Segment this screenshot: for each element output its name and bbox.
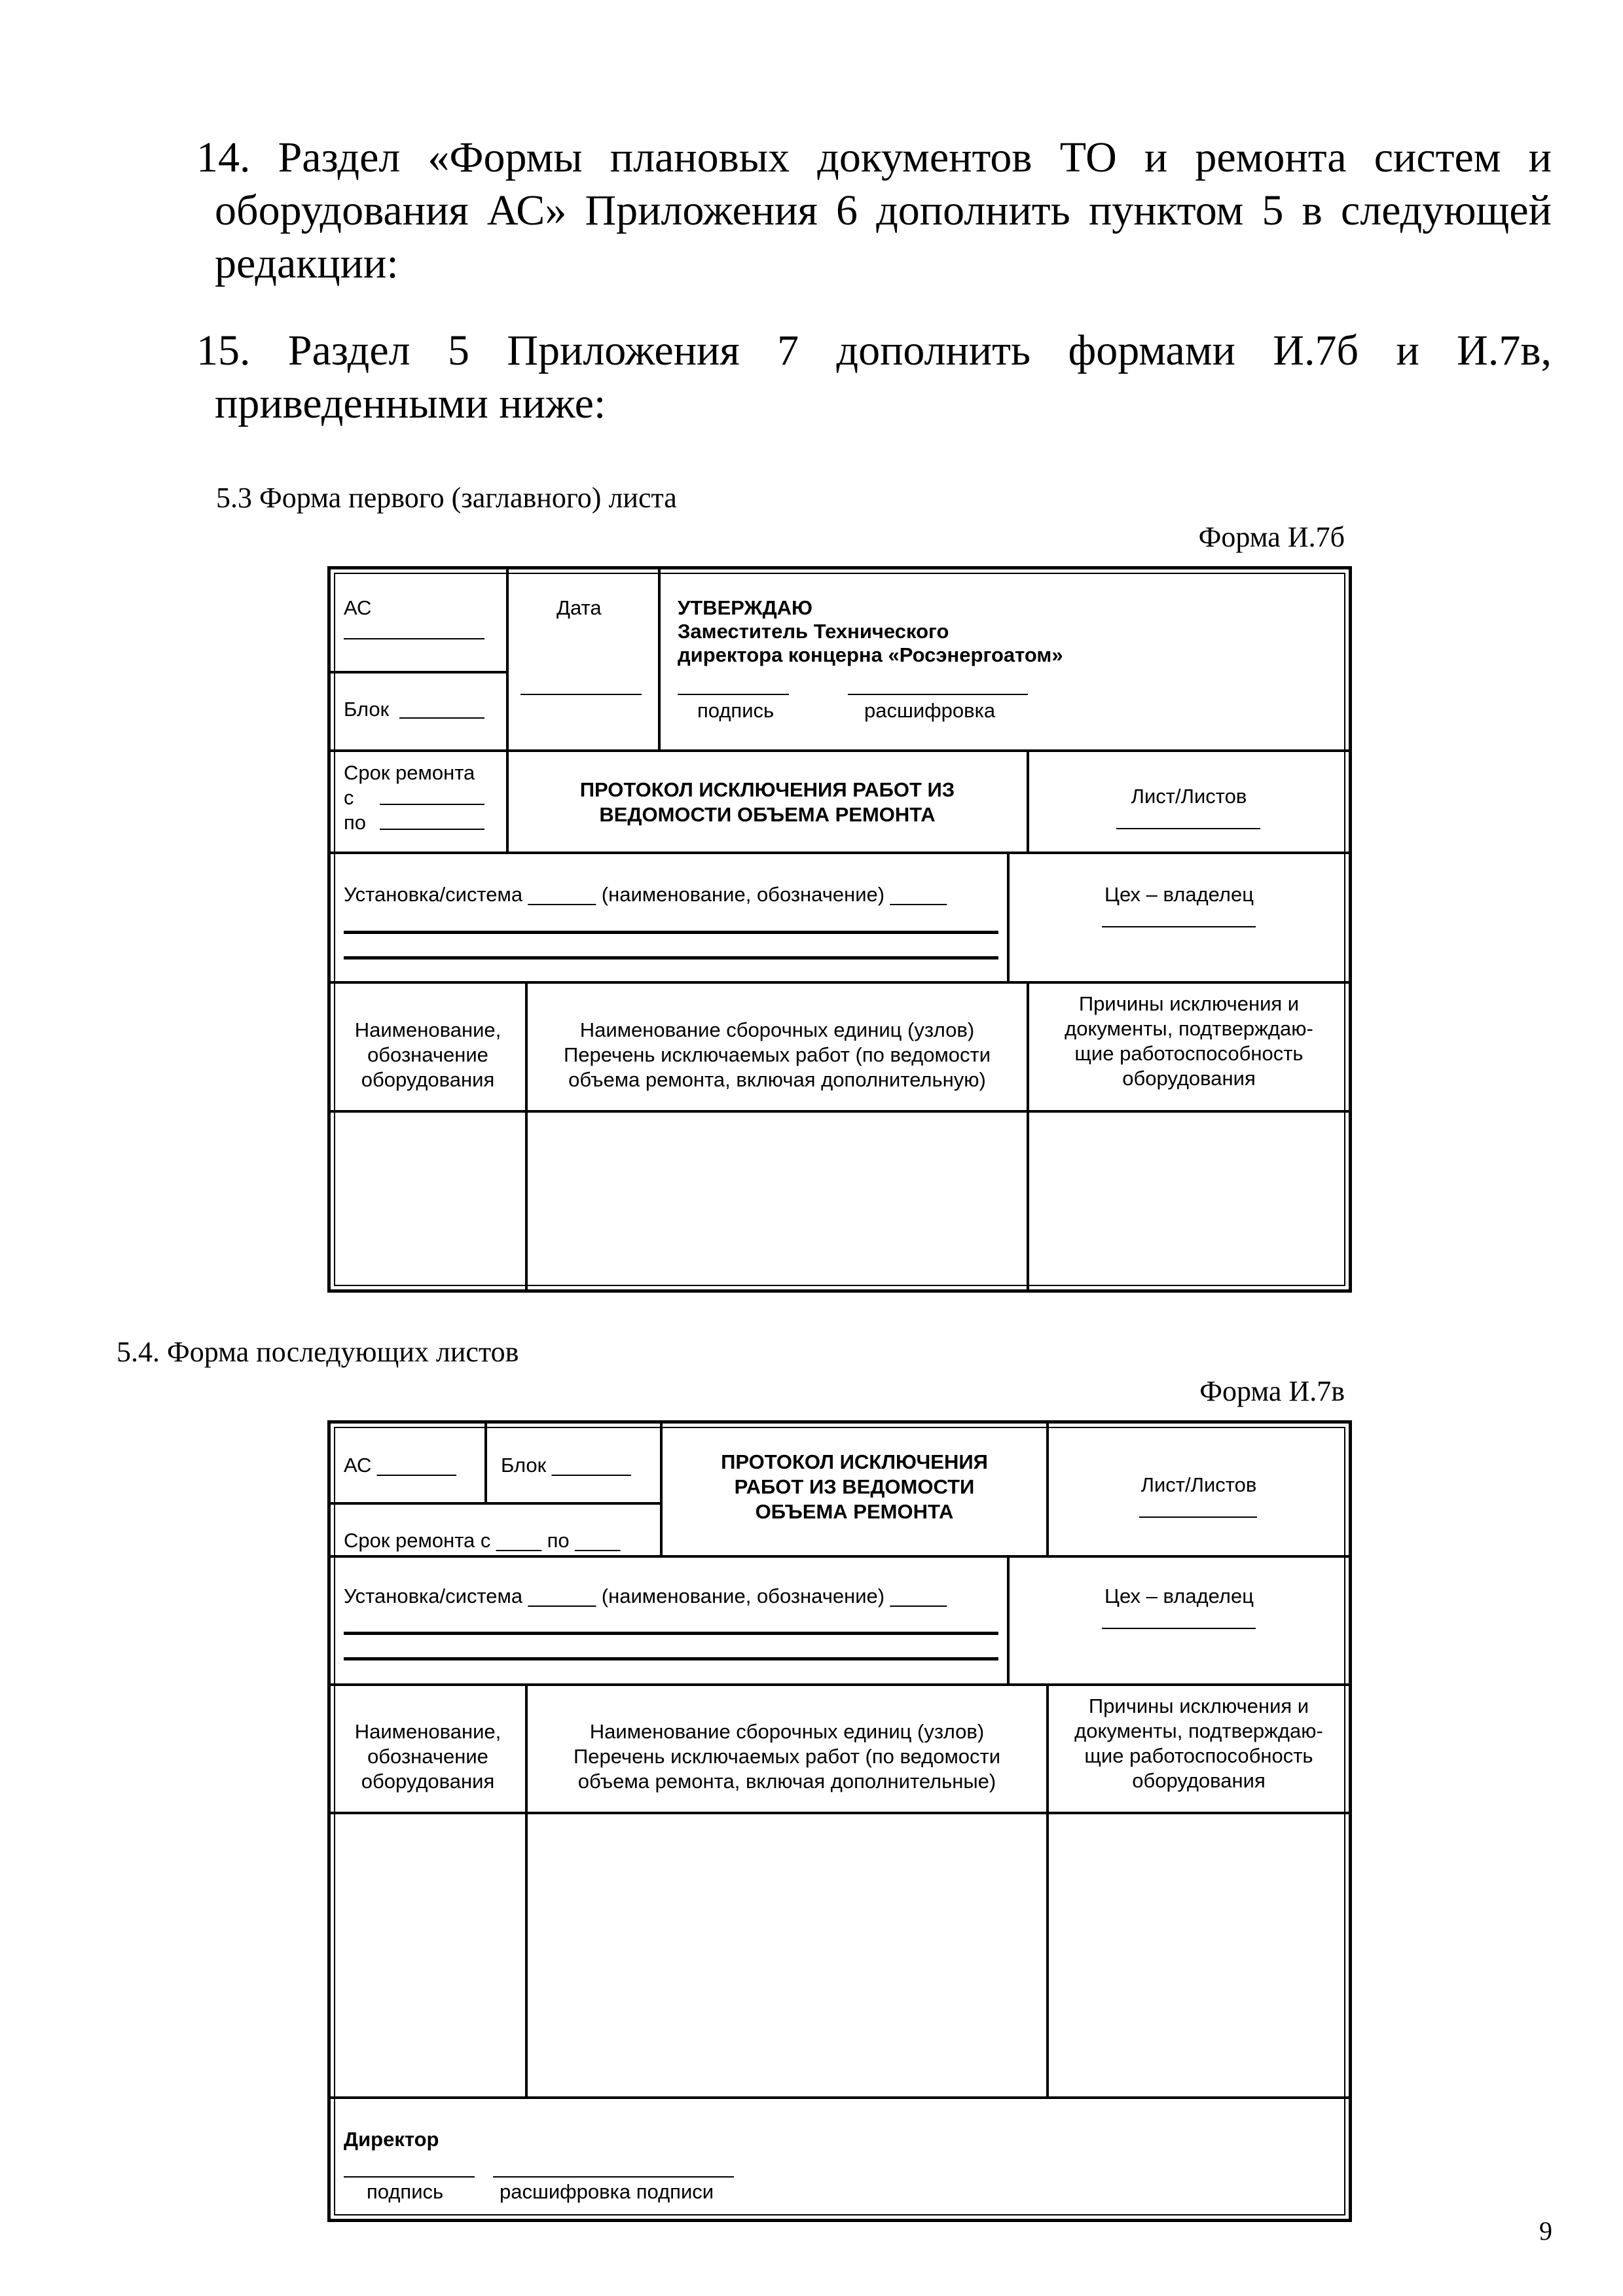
approve-title: УТВЕРЖДАЮ [678, 596, 813, 619]
installation-line-1[interactable] [344, 931, 998, 934]
form-1-label: Форма И.7б [1198, 521, 1345, 553]
blok-field[interactable] [399, 717, 484, 719]
column-works-header: Наименование сборочных единиц (узлов) Перечень исключаемых работ (по ведомости объема ремонта, включая дополнительную) [563, 1018, 991, 1091]
column-works-header-2: Наименование сборочных единиц (узлов) Перечень исключаемых работ (по ведомости объема ремонта, включая дополнительные) [573, 1720, 1001, 1793]
date-field[interactable] [520, 694, 642, 695]
form-1-data-cell-reasons[interactable] [1029, 1113, 1349, 1286]
paragraph-15-line-1: 15. Раздел 5 Приложения 7 дополнить формами И.7б и И.7в, [196, 327, 1552, 374]
director-signature-caption: подпись [367, 2180, 444, 2203]
form-2-label: Форма И.7в [1199, 1375, 1345, 1407]
approve-line-1: Заместитель Технического [678, 620, 949, 643]
protocol-title-line-2: ВЕДОМОСТИ ОБЪЕМА РЕМОНТА [599, 803, 936, 826]
installation-label-2: Установка/система ______ (наименование, обозначение) _____ [344, 1585, 947, 1607]
form-1-caption: 5.3 Форма первого (заглавного) листа [216, 482, 677, 514]
workshop-owner-field-2[interactable] [1102, 1628, 1256, 1629]
paragraph-14-line-1: 14. Раздел «Формы плановых документов ТО и ремонта систем и [196, 134, 1552, 181]
blok-label: Блок [344, 698, 390, 721]
director-signature-field[interactable] [344, 2176, 475, 2178]
paragraph-15 [196, 324, 1552, 430]
date-label: Дата [556, 596, 602, 619]
workshop-owner-label-2: Цех – владелец [1104, 1585, 1254, 1607]
form-2-table [327, 1420, 1352, 2222]
column-equipment-header: Наименование, обозначение оборудования [354, 1018, 501, 1091]
protocol-title [509, 778, 1026, 827]
form-2-data-cell-equipment[interactable] [331, 1814, 525, 2096]
approve-line-2: директора концерна «Росэнергоатом» [678, 643, 1063, 666]
protocol-title-line-1: ПРОТОКОЛ ИСКЛЮЧЕНИЯ РАБОТ ИЗ [579, 778, 955, 801]
installation-line-2-1[interactable] [344, 1632, 998, 1635]
as-label: АС [344, 596, 372, 619]
decoding-field[interactable] [848, 694, 1028, 695]
as-field[interactable] [344, 638, 484, 639]
paragraph-14 [196, 131, 1552, 290]
installation-label: Установка/система ______ (наименование, обозначение) _____ [344, 883, 947, 906]
signature-caption: подпись [697, 699, 775, 722]
installation-line-2-2[interactable] [344, 1657, 998, 1660]
form-2-data-cell-reasons[interactable] [1049, 1814, 1349, 2096]
repair-period-label-2: Срок ремонта с ____ по ____ [344, 1529, 621, 1552]
workshop-owner-field[interactable] [1102, 926, 1256, 927]
repair-from-field[interactable] [380, 804, 484, 805]
repair-period-label: Срок ремонта [344, 761, 475, 784]
signature-field[interactable] [678, 694, 789, 695]
page-number: 9 [1539, 2216, 1552, 2246]
repair-to-field[interactable] [380, 829, 484, 830]
form-1-table [327, 566, 1352, 1293]
installation-line-2[interactable] [344, 956, 998, 960]
paragraph-14-line-2: оборудования АС» Приложения 6 дополнить пунктом 5 в следующей [215, 187, 1552, 234]
sheet-label: Лист/Листов [1131, 785, 1247, 808]
sheet-field[interactable] [1116, 828, 1260, 829]
form-1-data-cell-works[interactable] [528, 1113, 1027, 1286]
director-label: Директор [344, 2128, 439, 2151]
repair-from-label: с [344, 786, 354, 809]
director-decoding-field[interactable] [493, 2176, 734, 2178]
column-reasons-header: Причины исключения и документы, подтверждаю- щие работоспособность оборудования [1065, 992, 1313, 1090]
blok-label-2: Блок _______ [501, 1454, 631, 1477]
column-reasons-header-2: Причины исключения и документы, подтверждаю- щие работоспособность оборудования [1074, 1695, 1323, 1792]
decoding-caption: расшифровка [864, 699, 996, 722]
sheet-field-2[interactable] [1139, 1516, 1257, 1518]
as-label-2: АС _______ [344, 1454, 456, 1477]
form-1-data-cell-equipment[interactable] [331, 1113, 525, 1286]
repair-to-label: по [344, 811, 367, 834]
director-decoding-caption: расшифровка подписи [500, 2180, 714, 2203]
column-equipment-header-2: Наименование, обозначение оборудования [354, 1720, 501, 1793]
form-2-data-cell-works[interactable] [528, 1814, 1046, 2096]
workshop-owner-label: Цех – владелец [1104, 883, 1254, 906]
form-2-caption: 5.4. Форма последующих листов [117, 1336, 519, 1368]
paragraph-14-line-3: редакции: [215, 240, 399, 287]
sheet-label-2: Лист/Листов [1140, 1473, 1257, 1496]
paragraph-15-line-2: приведенными ниже: [215, 380, 606, 427]
protocol-title-2: ПРОТОКОЛ ИСКЛЮЧЕНИЯ РАБОТ ИЗ ВЕДОМОСТИ ОБЪЕМА РЕМОНТА [721, 1450, 988, 1523]
